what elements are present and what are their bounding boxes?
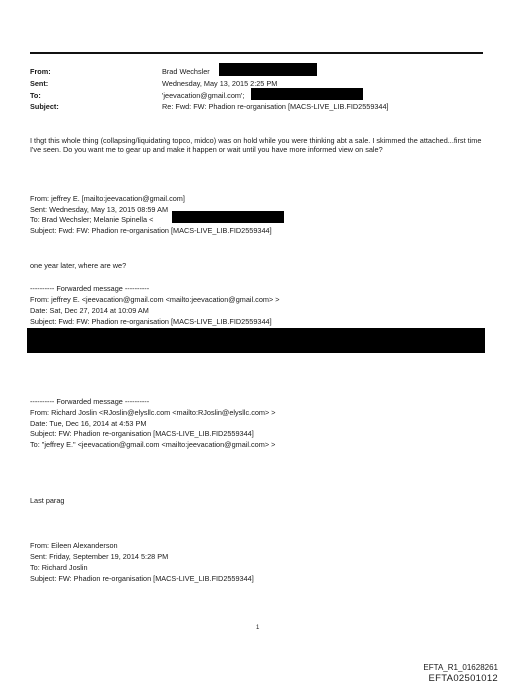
note-one-year: one year later, where are we? xyxy=(30,261,127,270)
fwd1-date: Date: Sat, Dec 27, 2014 at 10:09 AM xyxy=(30,306,149,315)
subject-label: Subject: xyxy=(30,102,59,111)
from-value: Brad Wechsler xyxy=(162,67,210,76)
subject-value: Re: Fwd: FW: Phadion re-organisation [MACS-LIVE_LIB.FID2559344] xyxy=(162,102,389,111)
redaction-box xyxy=(251,88,363,100)
fwd2-subject: Subject: FW: Phadion re-organisation [MACS-LIVE_LIB.FID2559344] xyxy=(30,429,254,438)
to-value: 'jeevacation@gmail.com'; xyxy=(162,91,245,100)
sent-label: Sent: xyxy=(30,79,49,88)
header-rule xyxy=(30,52,483,54)
fwd1-from: From: jeffrey E. <jeevacation@gmail.com <mailto:jeevacation@gmail.com> > xyxy=(30,295,280,304)
msg1-subject: Subject: Fwd: FW: Phadion re-organisation [MACS-LIVE_LIB.FID2559344] xyxy=(30,226,272,235)
message-body: I thgt this whole thing (collapsing/liquidating topco, midco) was on hold while you were thinking abt a sale. I skimmed the attached...first time I've seen. Do you want me to gear up and make it happen or wait until you have more informed view on sale? xyxy=(30,136,482,154)
redaction-box xyxy=(27,328,485,353)
bates-number-primary: EFTA_R1_01628261 xyxy=(423,663,498,672)
msg3-sent: Sent: Friday, September 19, 2014 5:28 PM xyxy=(30,552,169,561)
msg1-from: From: jeffrey E. [mailto:jeevacation@gmail.com] xyxy=(30,194,185,203)
msg3-subject: Subject: FW: Phadion re-organisation [MACS-LIVE_LIB.FID2559344] xyxy=(30,574,254,583)
sent-value: Wednesday, May 13, 2015 2:25 PM xyxy=(162,79,278,88)
msg1-sent: Sent: Wednesday, May 13, 2015 08:59 AM xyxy=(30,205,169,214)
from-label: From: xyxy=(30,67,51,76)
to-label: To: xyxy=(30,91,41,100)
redaction-box xyxy=(219,63,317,76)
fwd2-from: From: Richard Joslin <RJoslin@elysllc.com <mailto:RJoslin@elysllc.com> > xyxy=(30,408,276,417)
msg1-to: To: Brad Wechsler; Melanie Spinella < xyxy=(30,215,154,224)
page-number: 1 xyxy=(256,625,260,631)
fwd2-to: To: "jeffrey E." <jeevacation@gmail.com <mailto:jeevacation@gmail.com> > xyxy=(30,440,276,449)
fwd2-header: ---------- Forwarded message ---------- xyxy=(30,397,150,406)
msg3-from: From: Eileen Alexanderson xyxy=(30,541,118,550)
bates-number-secondary: EFTA02501012 xyxy=(428,673,498,684)
fwd1-header: ---------- Forwarded message ---------- xyxy=(30,284,150,293)
msg3-to: To: Richard Joslin xyxy=(30,563,88,572)
redaction-box xyxy=(172,211,284,223)
fwd1-subject: Subject: Fwd: FW: Phadion re-organisation [MACS-LIVE_LIB.FID2559344] xyxy=(30,317,272,326)
note-last-parag: Last parag xyxy=(30,496,65,505)
fwd2-date: Date: Tue, Dec 16, 2014 at 4:53 PM xyxy=(30,419,147,428)
